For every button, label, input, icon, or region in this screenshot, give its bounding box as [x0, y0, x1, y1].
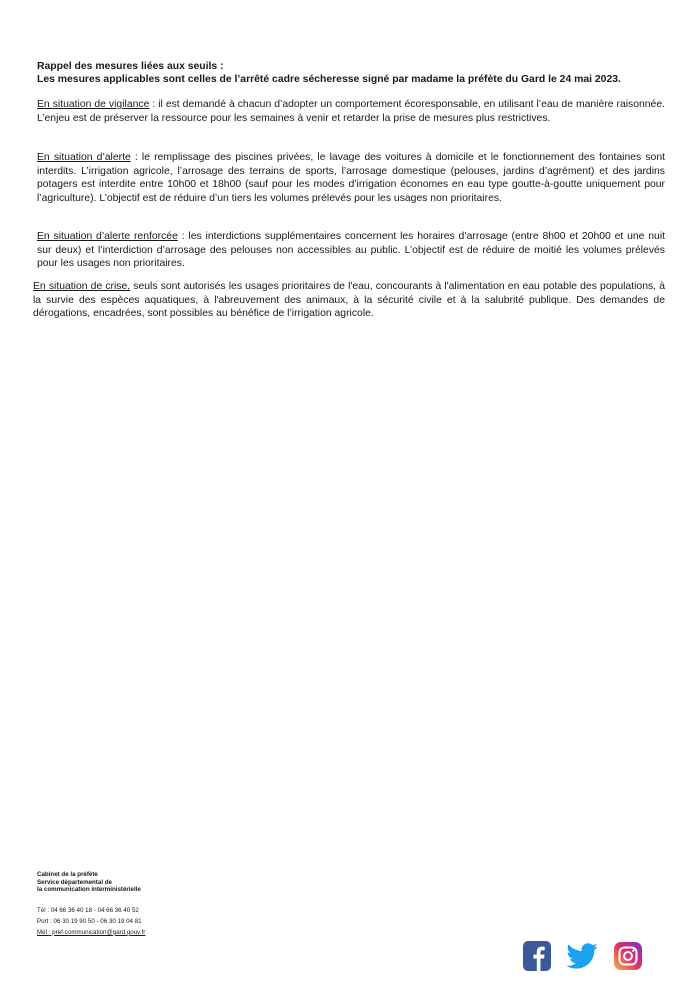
facebook-icon[interactable] [522, 939, 552, 973]
instagram-icon[interactable] [613, 939, 643, 973]
instagram-icon-bg [614, 942, 642, 970]
heading-line-1: Rappel des mesures liées aux seuils : [37, 61, 224, 72]
footer-mel-label: Mél [37, 928, 49, 936]
footer-port: Port : 06 30 19 90 50 - 06 30 19 04 81 [37, 917, 142, 925]
footer-org-line: Cabinet de la préfète [37, 871, 98, 878]
heading [37, 60, 667, 86]
paragraph-text: seuls sont autorisés les usages prioritaires de l'eau, concourants à l'alimentation en eau potable des populations, à la survie des espèces aquatiques, à l'abreuvement des animaux, à la sécurité civile et à la salubrité publique. Des demandes de dérogations, encadrées, sont possibles au bénéfice de l’irrigation agricole. [33, 281, 665, 320]
twitter-icon-glyph [566, 943, 597, 968]
paragraph-alerte [37, 151, 665, 205]
footer-contact [37, 871, 337, 938]
paragraph-lead: En situation de crise, [33, 281, 131, 292]
footer-org [37, 871, 337, 894]
paragraph-lead: En situation d’alerte [37, 152, 131, 163]
paragraph-alerte-renforcee [37, 230, 665, 271]
heading-line-2: Les mesures applicables sont celles de l’arrêté cadre sécheresse signé par madame la préfète du Gard le 24 mai 2023. [37, 74, 621, 85]
footer-org-line: la communication interministérielle [37, 886, 141, 894]
paragraph-vigilance [37, 98, 665, 125]
footer-org-line: Service départemental de [37, 878, 112, 886]
paragraph-text: : les interdictions supplémentaires concernent les horaires d’arrosage (entre 8h00 et 20h00 et une nuit sur deux) et l’interdiction d’arrosage des pelouses non accessibles au public. L’objectif est de réduire de moitié les volumes prélevés pour les usages non prioritaires. [37, 231, 666, 270]
footer-mel [37, 927, 337, 938]
instagram-icon-flash [632, 950, 634, 952]
footer-contacts [37, 905, 337, 938]
paragraph-crise [33, 280, 665, 321]
paragraph-text: : le remplissage des piscines privées, le lavage des voitures à domicile et le fonctionnement des fontaines sont interdits. L’irrigation agricole, l’arrosage des terrains de sports, l’arrosage domestique (pelouses, jardins d’agrément) et des jardins potagers est interdite entre 10h00 et 18h00 (sauf pour les modes d’irrigation économes en eau type goutte-à-goutte uniquement pour l’agriculture). L’objectif est de réduire d’un tiers les volumes prélevés pour les usages non prioritaires. [37, 152, 665, 204]
twitter-icon[interactable] [564, 939, 600, 973]
paragraph-text: : il est demandé à chacun d’adopter un comportement écoresponsable, en utilisant l’eau de manière raisonnée. L’enjeu est de préserver la ressource pour les semaines à venir et retarder la prise de mesures plus restrictives. [37, 99, 666, 124]
footer-tel: Tél : 04 66 36 40 18 - 04 66 36 40 52 [37, 906, 139, 914]
paragraph-lead: En situation d’alerte renforcée [37, 231, 178, 242]
paragraph-lead: En situation de vigilance [37, 99, 150, 110]
footer-mel-link[interactable]: : pref-communication@gard.gouv.fr [48, 928, 146, 936]
